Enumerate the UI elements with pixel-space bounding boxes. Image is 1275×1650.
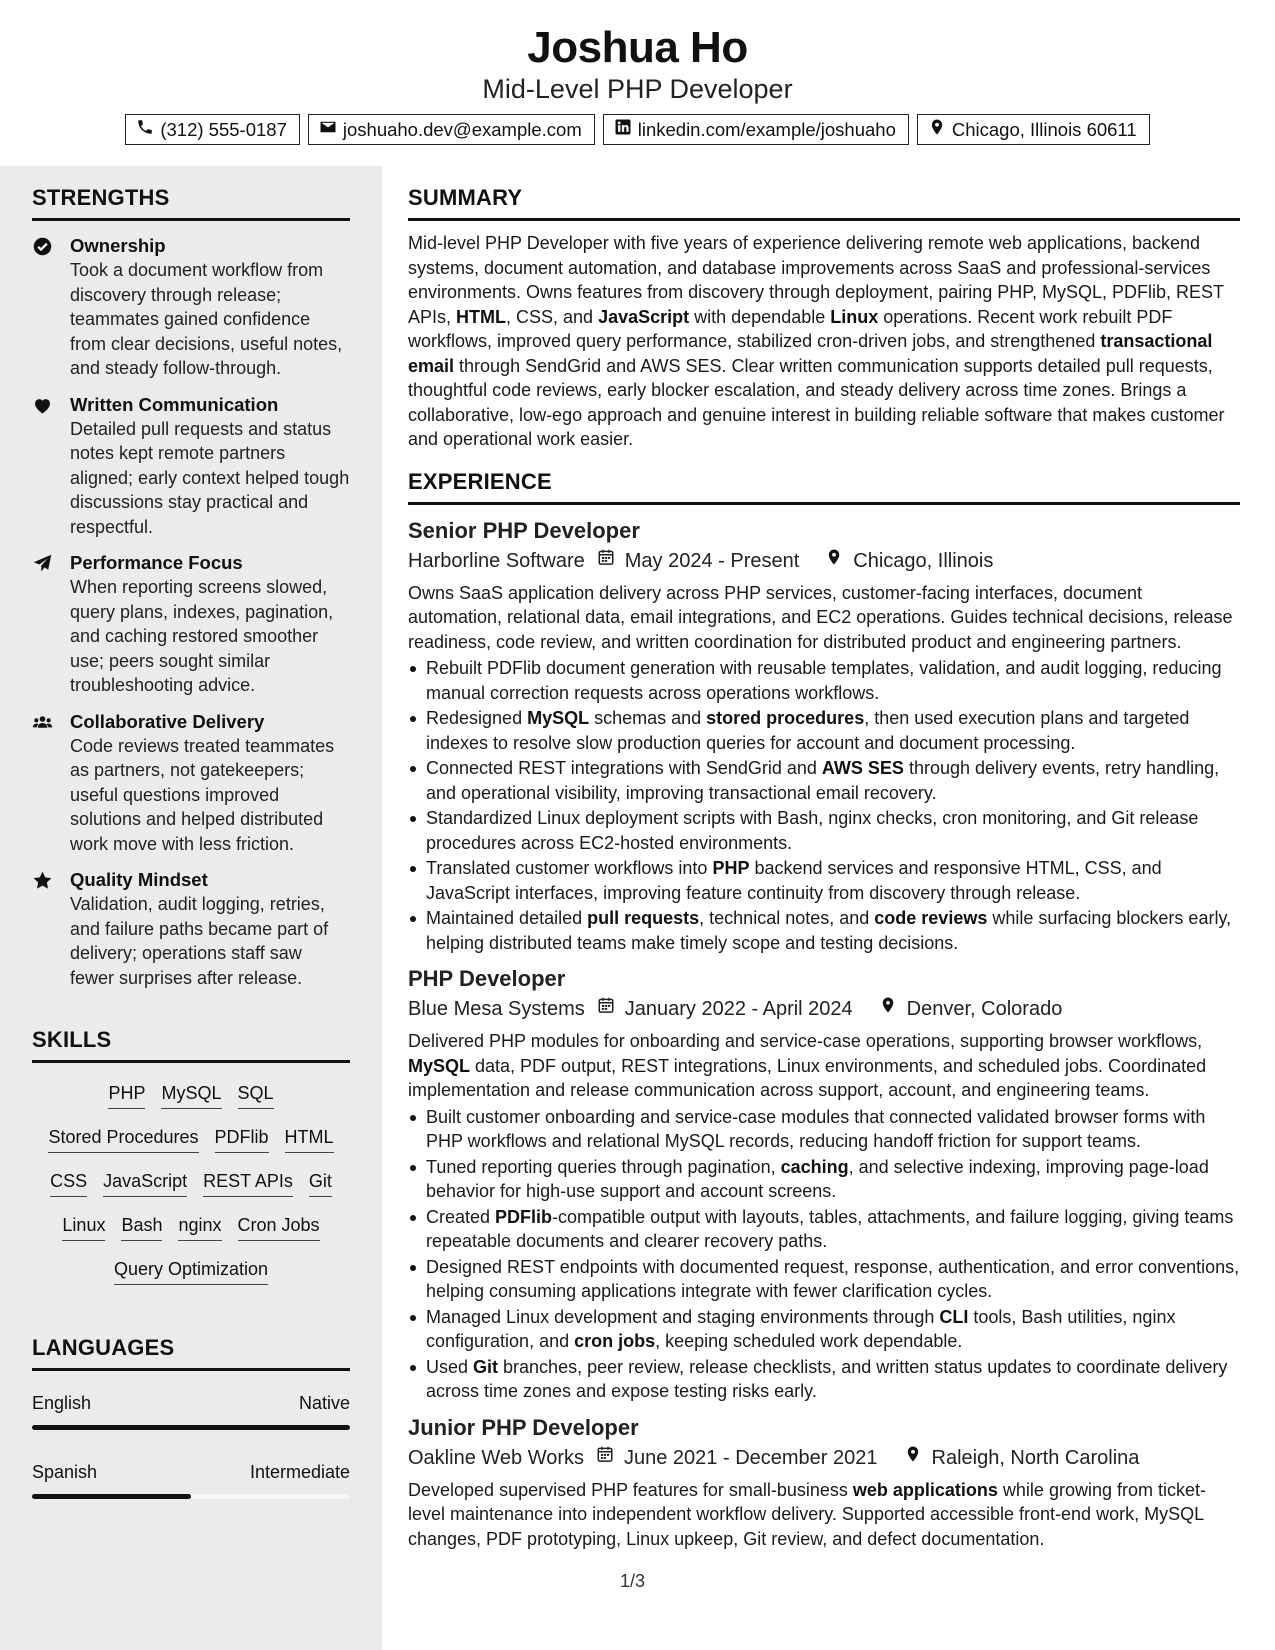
skill-tag: Query Optimization	[114, 1257, 268, 1285]
strength-description: Code reviews treated teammates as partners, not gatekeepers; useful questions improved solutions and helped distributed work move with less friction.	[70, 735, 335, 854]
skill-tag: PHP	[108, 1081, 145, 1109]
page-number: 1/3	[620, 1571, 646, 1591]
bullet-item	[426, 756, 1240, 805]
job-entry	[408, 965, 1240, 1404]
bullet-item	[426, 1105, 1240, 1154]
text-run: schemas and	[589, 708, 707, 728]
text-run: Tuned reporting queries through pagination,	[426, 1156, 781, 1177]
job-description	[408, 581, 1240, 655]
text-run: , then used execution plans and targeted indexes to resolve slow production queries for account and document processing.	[426, 708, 1190, 753]
calendar-icon	[584, 1444, 624, 1472]
skill-tag: Bash	[121, 1213, 162, 1241]
proficiency-fill	[32, 1494, 191, 1499]
bullet-item	[426, 856, 1240, 905]
text-run: Managed Linux development and staging environments through	[426, 1306, 940, 1327]
bullet-item	[426, 1355, 1240, 1404]
skill-tag: CSS	[50, 1169, 87, 1197]
contact-location[interactable]	[917, 114, 1150, 145]
strength-title: Written Communication	[70, 393, 279, 415]
strength-title: Collaborative Delivery	[70, 710, 265, 732]
emphasis-text: MySQL	[408, 1055, 471, 1076]
languages-section	[32, 1334, 350, 1499]
text-run: tools, Bash utilities, nginx configuration, and	[426, 1306, 1176, 1351]
bullet-item	[426, 706, 1240, 755]
text-run: through SendGrid and AWS SES. Clear written communication supports detailed pull requests, thoughtful code reviews, early blocker escalation, and steady delivery across time zones. Brings a collaborative, low-ego approach and genuine interest in building reliable software that makes customer and operational work easier.	[408, 355, 1225, 449]
job-entry	[408, 1414, 1240, 1552]
company-name: Oakline Web Works	[408, 1446, 584, 1469]
text-run: Translated customer workflows into	[426, 858, 713, 878]
text-run: Rebuilt PDFlib document generation with reusable templates, validation, and audit logging, reducing manual correction requests across operations workflows.	[426, 658, 1222, 703]
text-run: Developed supervised PHP features for small-business	[408, 1479, 853, 1500]
job-bullets	[408, 656, 1240, 955]
emphasis-text: cron jobs	[574, 1331, 656, 1351]
calendar-icon	[585, 547, 625, 575]
skills-list	[32, 1075, 350, 1285]
contact-text: Chicago, Illinois 60611	[951, 118, 1137, 140]
emphasis-text: code reviews	[874, 908, 988, 928]
skill-tag: nginx	[178, 1213, 221, 1241]
strength-title: Performance Focus	[70, 552, 243, 573]
users-icon	[32, 710, 54, 857]
job-dates: January 2022 - April 2024	[624, 998, 853, 1020]
language-name: English	[32, 1393, 92, 1413]
job-location: Raleigh, North Carolina	[931, 1446, 1140, 1469]
text-run: Owns SaaS application delivery across PHP services, customer-facing interfaces, document automation, relational data, email integrations, and EC2 operations. Guides technical decisions, release readiness, code review, and written coordination for distributed product and engineering partners.	[408, 582, 1233, 652]
job-bullets	[408, 1105, 1240, 1404]
heart-icon	[32, 393, 54, 540]
summary-text	[408, 231, 1240, 452]
job-dates: May 2024 - Present	[624, 549, 800, 572]
bullet-item	[426, 906, 1240, 955]
resume-header	[0, 0, 1275, 166]
proficiency-bar	[32, 1425, 350, 1430]
emphasis-text: CLI	[939, 1306, 969, 1327]
experience-heading: EXPERIENCE	[408, 468, 1240, 505]
job-dates: June 2021 - December 2021	[624, 1446, 878, 1469]
candidate-role: Mid-Level PHP Developer	[482, 74, 793, 104]
job-title: Junior PHP Developer	[408, 1414, 639, 1440]
emphasis-text: stored procedures	[706, 708, 865, 728]
skill-tag: Cron Jobs	[238, 1213, 320, 1241]
skill-tag: Git	[309, 1169, 332, 1197]
skill-tag: SQL	[238, 1081, 274, 1109]
emphasis-text: Git	[473, 1356, 499, 1377]
language-name: Spanish	[32, 1462, 98, 1482]
strength-item	[32, 551, 350, 698]
contact-text: linkedin.com/example/joshuaho	[637, 118, 896, 140]
contact-text: joshuaho.dev@example.com	[342, 118, 582, 140]
text-run: data, PDF output, REST integrations, Linux environments, and scheduled jobs. Coordinated implementation and release communication across support, account, and engineering teams.	[408, 1055, 1207, 1100]
job-entry	[408, 517, 1240, 956]
text-run: , and selective indexing, improving page-load behavior for high-use support and account screens.	[426, 1156, 1209, 1201]
emphasis-text: PHP	[712, 858, 750, 878]
map-pin-icon	[867, 995, 907, 1023]
paper-plane-icon	[32, 551, 54, 698]
strength-title: Quality Mindset	[70, 869, 208, 890]
languages-heading: LANGUAGES	[32, 1334, 350, 1371]
map-pin-icon	[892, 1444, 932, 1472]
strength-item	[32, 234, 350, 381]
phone-icon	[136, 118, 154, 141]
text-run: Created	[426, 1206, 496, 1227]
skill-tag: HTML	[285, 1125, 334, 1153]
emphasis-text: transactional email	[408, 331, 1213, 376]
envelope-icon	[319, 118, 337, 141]
strength-description: Took a document workflow from discovery through release; teammates gained confidence from clear decisions, useful notes, and steady follow-through.	[70, 260, 343, 378]
star-icon	[32, 868, 54, 990]
job-title: PHP Developer	[408, 966, 566, 991]
calendar-icon	[585, 995, 625, 1023]
linkedin-icon	[614, 118, 632, 141]
jobs-list	[408, 517, 1240, 1552]
job-location: Denver, Colorado	[906, 998, 1063, 1020]
contact-text: (312) 555-0187	[160, 118, 287, 140]
text-run: Standardized Linux deployment scripts with Bash, nginx checks, cron monitoring, and Git release procedures across EC2-hosted environments.	[426, 808, 1199, 853]
candidate-name: Joshua Ho	[527, 23, 748, 72]
language-level: Native	[298, 1393, 350, 1413]
skill-tag: JavaScript	[103, 1169, 187, 1197]
proficiency-fill	[32, 1425, 350, 1430]
text-run: while surfacing blockers early, helping distributed teams make timely scope and testing decisions.	[426, 908, 1232, 953]
skill-tag: PDFlib	[215, 1125, 269, 1153]
emphasis-text: JavaScript	[598, 306, 690, 327]
summary-heading: SUMMARY	[408, 184, 1240, 221]
strengths-section	[32, 184, 350, 990]
job-description	[408, 1478, 1240, 1552]
language-item	[32, 1460, 350, 1499]
text-run: backend services and responsive HTML, CSS, and JavaScript interfaces, improving feature continuity from discovery through release.	[426, 858, 1162, 903]
text-run: Connected REST integrations with SendGrid and	[426, 758, 822, 778]
text-run: operations. Recent work rebuilt PDF workflows, improved query performance, stabilized cron-driven jobs, and strengthened	[408, 306, 1173, 351]
emphasis-text: PDFlib	[495, 1206, 553, 1227]
skill-tag: Stored Procedures	[48, 1125, 198, 1153]
job-meta	[408, 995, 1240, 1023]
contact-phone[interactable]	[125, 114, 300, 145]
text-run: with dependable	[689, 306, 831, 327]
strength-description: When reporting screens slowed, query plans, indexes, pagination, and caching restored smoother use; peers sought similar troubleshooting advice.	[70, 577, 334, 695]
emphasis-text: web applications	[852, 1479, 998, 1500]
job-title: Senior PHP Developer	[408, 517, 640, 543]
contact-linkedin[interactable]	[603, 114, 909, 145]
text-run: , technical notes, and	[699, 908, 875, 928]
company-name: Blue Mesa Systems	[408, 998, 585, 1020]
company-name: Harborline Software	[408, 549, 585, 572]
main-content	[408, 166, 1240, 1551]
map-pin-icon	[813, 547, 853, 575]
job-meta	[408, 1444, 1240, 1472]
language-item	[32, 1391, 350, 1430]
bullet-item	[426, 1255, 1240, 1304]
job-location: Chicago, Illinois	[853, 549, 994, 572]
bullet-item	[426, 656, 1240, 705]
contact-email[interactable]	[308, 114, 595, 145]
job-meta	[408, 547, 1240, 575]
strength-item	[32, 393, 350, 540]
bullet-item	[426, 806, 1240, 855]
skills-heading: SKILLS	[32, 1026, 350, 1063]
experience-section	[408, 468, 1240, 1552]
emphasis-text: Linux	[830, 306, 879, 327]
strength-item	[32, 710, 350, 857]
text-run: Redesigned	[426, 708, 528, 728]
proficiency-bar	[32, 1494, 350, 1499]
job-description	[408, 1029, 1240, 1103]
strength-title: Ownership	[70, 235, 166, 256]
text-run: through delivery events, retry handling, and operational visibility, improving transactional email recovery.	[426, 758, 1220, 803]
emphasis-text: MySQL	[527, 708, 590, 728]
text-run: -compatible output with layouts, tables, attachments, and failure logging, giving teams repeatable documents and clearer recovery paths.	[426, 1206, 1234, 1251]
text-run: Built customer onboarding and service-case modules that connected validated browser forms with PHP workflows and relational MySQL records, reducing handoff friction for support teams.	[426, 1106, 1206, 1151]
skill-tag: MySQL	[161, 1081, 221, 1109]
language-level: Intermediate	[249, 1462, 350, 1482]
contact-bar	[0, 114, 1275, 145]
check-circle-icon	[32, 234, 54, 381]
emphasis-text: pull requests	[587, 908, 700, 928]
summary-section	[408, 184, 1240, 452]
text-run: while growing from ticket-level maintenance into independent workflow delivery. Supported accessible front-end work, MySQL changes, PDF prototyping, Linux upkeep, Git review, and defect documentation.	[408, 1479, 1206, 1549]
text-run: , keeping scheduled work dependable.	[655, 1331, 963, 1351]
emphasis-text: HTML	[456, 306, 506, 327]
text-run: Used	[426, 1356, 474, 1377]
skill-tag: Linux	[62, 1213, 105, 1241]
text-run: Maintained detailed	[426, 908, 588, 928]
bullet-item	[426, 1155, 1240, 1204]
map-pin-icon	[928, 118, 946, 141]
strength-description: Detailed pull requests and status notes kept remote partners aligned; early context helped tough discussions stay practical and respectful.	[70, 418, 350, 537]
text-run: , CSS, and	[506, 306, 599, 327]
skills-section	[32, 1026, 350, 1285]
emphasis-text: AWS SES	[821, 758, 904, 778]
strengths-heading: STRENGTHS	[32, 184, 350, 221]
bullet-item	[426, 1205, 1240, 1254]
text-run: Mid-level PHP Developer with five years of experience delivering remote web applications, backend systems, document automation, and database improvements across SaaS and professional-services environments. Owns features from discovery through deployment, pairing PHP, MySQL, PDFlib, REST APIs,	[408, 233, 1224, 327]
emphasis-text: caching	[780, 1156, 849, 1177]
skill-tag: REST APIs	[203, 1169, 293, 1197]
bullet-item	[426, 1305, 1240, 1354]
strength-item	[32, 868, 350, 990]
sidebar	[0, 166, 382, 1650]
strength-description: Validation, audit logging, retries, and failure paths became part of delivery; operations staff saw fewer surprises after release.	[70, 894, 329, 988]
text-run: Designed REST endpoints with documented request, response, authentication, and error conventions, helping consuming applications integrate with fewer clarification cycles.	[426, 1256, 1240, 1301]
text-run: branches, peer review, release checklists, and written status updates to coordinate delivery across time zones and expose testing risks early.	[426, 1356, 1228, 1401]
text-run: Delivered PHP modules for onboarding and service-case operations, supporting browser workflows,	[408, 1031, 1203, 1051]
